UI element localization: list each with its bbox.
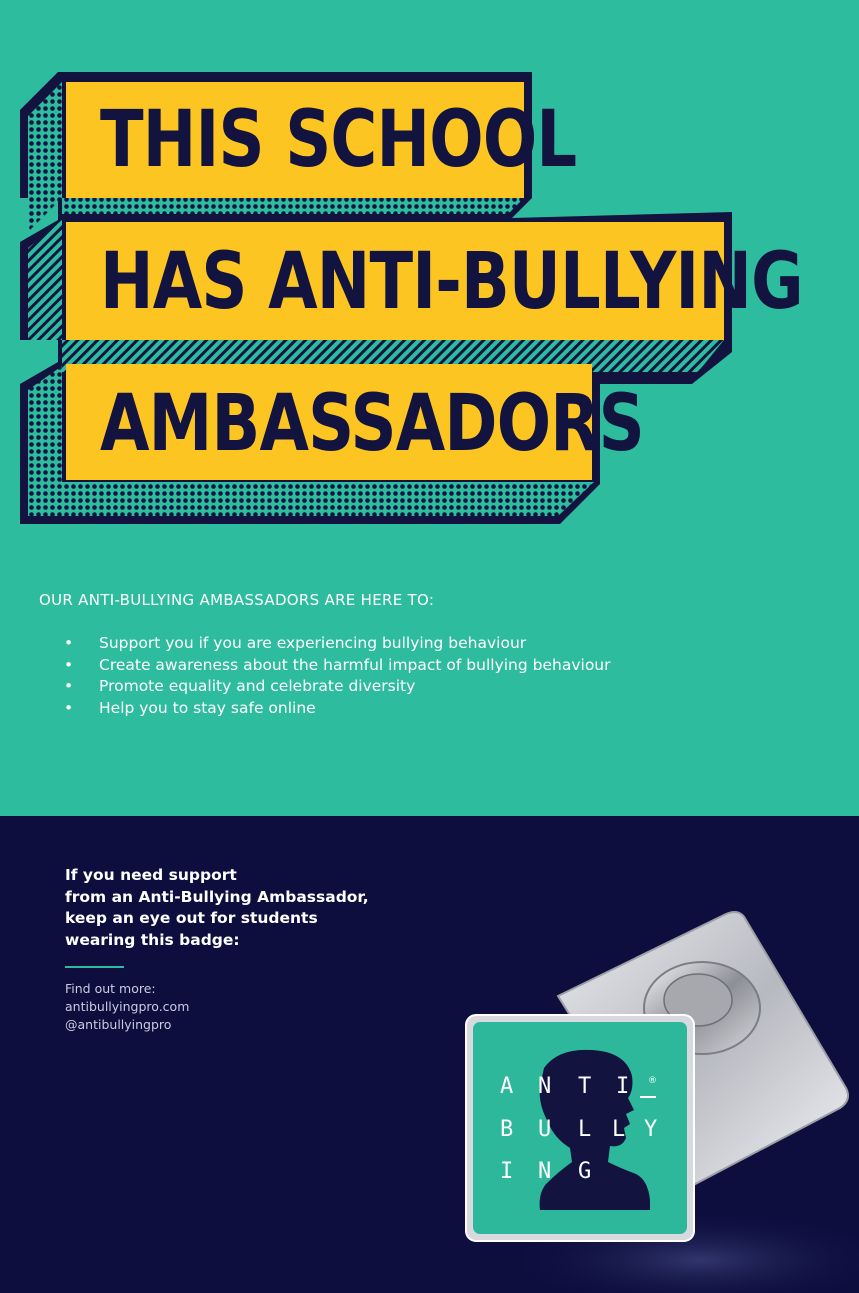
badge-letter: G <box>578 1159 592 1184</box>
headline-line-2: HAS ANTI-BULLYING <box>100 237 803 327</box>
divider <box>65 966 124 968</box>
list-item: • Support you if you are experiencing bullying behaviour <box>64 633 611 655</box>
find-out-more <box>65 980 189 1034</box>
support-message: If you need support from an Anti-Bullying Ambassador, keep an eye out for students wearing this badge: <box>65 866 369 950</box>
find-out-label: Find out more: <box>65 981 156 996</box>
social-handle[interactable]: @antibullyingpro <box>65 1017 172 1032</box>
badge-letter: L <box>612 1117 626 1142</box>
badge-letter: Y <box>644 1117 658 1142</box>
badge-letter: I <box>616 1074 630 1099</box>
badge-image <box>440 900 859 1293</box>
badge-letter: T <box>578 1074 592 1099</box>
badge-letter: U <box>538 1117 552 1142</box>
intro-heading: OUR ANTI-BULLYING AMBASSADORS ARE HERE TO: <box>39 591 435 609</box>
badge-letter: N <box>538 1159 552 1184</box>
badge-letter: N <box>538 1074 552 1099</box>
badge-letter: I <box>500 1159 514 1184</box>
bullet-icon: • <box>64 677 74 696</box>
website-link[interactable]: antibullyingpro.com <box>65 999 190 1014</box>
bullet-icon: • <box>64 699 74 718</box>
bullet-icon: • <box>64 655 74 674</box>
badge-letter: L <box>578 1117 592 1142</box>
list-item: • Create awareness about the harmful impact of bullying behaviour <box>64 655 611 677</box>
headline-line-3: AMBASSADORS <box>100 379 644 469</box>
bullet-icon: • <box>64 634 74 652</box>
registered-mark: ® <box>648 1076 657 1086</box>
list-item: • Promote equality and celebrate diversity <box>64 676 611 698</box>
badge-letter: A <box>500 1074 514 1099</box>
ambassador-duties-list <box>64 633 611 720</box>
headline-line-1: THIS SCHOOL <box>100 95 577 185</box>
list-item: • Help you to stay safe online <box>64 698 611 720</box>
badge-letter: B <box>500 1117 514 1142</box>
